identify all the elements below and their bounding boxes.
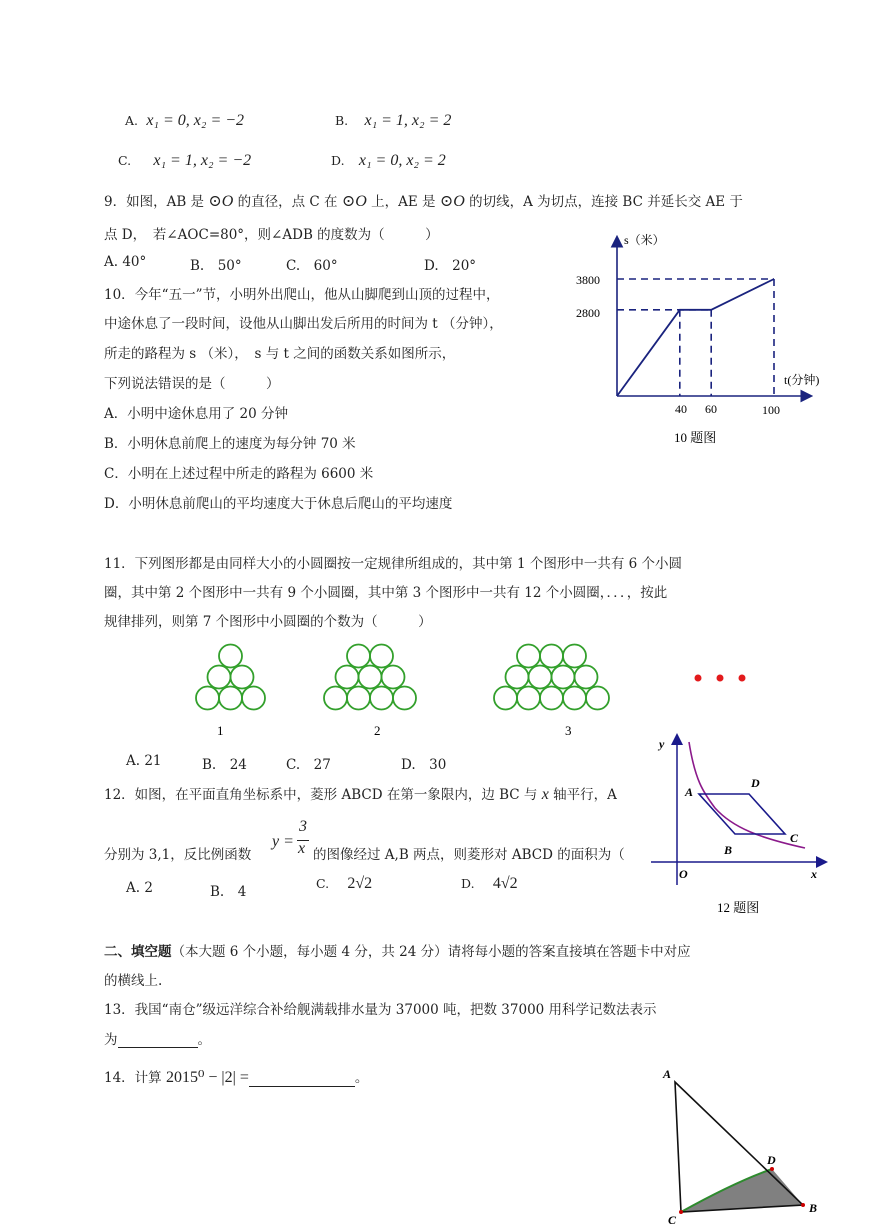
q12-line1: [104, 783, 617, 804]
option-letter: D.: [461, 876, 475, 891]
y-axis-label: s（米）: [624, 233, 665, 247]
figure-caption: 10 题图: [674, 430, 717, 445]
q11-option-c: C. 27: [286, 757, 331, 773]
option-letter: C.: [316, 876, 330, 891]
q12-text-a: 12．如图，在平面直角坐标系中，菱形 ABCD 在第一象限内，边 BC 与: [104, 787, 538, 803]
q11-line2: 圈，其中第 2 个图形中一共有 9 个小圆圈，其中第 3 个图形中一共有 12 个小圆圈，．．．，按此: [104, 585, 668, 601]
y-tick-label-3800: 3800: [576, 273, 600, 287]
q13-line2: [104, 1028, 211, 1048]
q12-text-b: 轴平行，A: [553, 787, 617, 803]
q9-text-d: 的切线，A 为切点，连接 BC 并延长交 AE 于: [469, 194, 743, 210]
point-b-label: B: [724, 843, 733, 857]
x-tick-label-60: 60: [705, 402, 717, 416]
q10-line3: 所走的路程为 s （米）， s 与 t 之间的函数关系如图所示，: [104, 346, 456, 362]
circle-o-symbol: ⊙O: [208, 193, 234, 210]
option-expression: x₁ = 1, x₂ = 2: [364, 112, 452, 129]
pattern-2-circle: [370, 645, 393, 668]
option-expression: 2√2: [347, 875, 373, 892]
function-denominator: x: [298, 840, 306, 857]
q12-line2-b: 的图像经过 A,B 两点，则菱形对 ABCD 的面积为（: [313, 847, 625, 863]
option-expression: x₁ = 0, x₂ = −2: [146, 112, 245, 129]
ellipsis-dot: [717, 675, 724, 682]
pattern-3-circle: [540, 645, 563, 668]
y-axis-label: y: [659, 737, 665, 751]
q12-option-a: A. 2: [126, 880, 153, 896]
point-d-dot: [770, 1167, 774, 1171]
q12-option-d: [461, 875, 518, 893]
q10-option-b: B．小明休息前爬上的速度为每分钟 70 米: [104, 436, 356, 452]
option-expression: x₁ = 1, x₂ = −2: [153, 152, 252, 169]
q14-suffix: 。: [354, 1070, 369, 1086]
function-lhs: y =: [272, 833, 294, 850]
pattern-2-circle: [324, 687, 347, 710]
pattern-3-circle: [575, 666, 598, 689]
q10-option-c: C．小明在上述过程中所走的路程为 6600 米: [104, 466, 374, 482]
ellipsis-dot: [739, 675, 746, 682]
section-description: （本大题 6 个小题，每小题 4 分，共 24 分）请将每小题的答案直接填在答题卡中对应: [171, 944, 691, 960]
x-tick-label-40: 40: [675, 402, 687, 416]
figure-label-1: 1: [217, 723, 224, 738]
q14-triangle-figure: [655, 1062, 830, 1228]
q9-text-b: 的直径，点 C 在: [237, 194, 338, 210]
circle-o-symbol: ⊙O: [341, 193, 367, 210]
series-line: [617, 279, 774, 396]
q13-prefix: 为: [104, 1032, 118, 1048]
x-axis-label: t(分钟): [784, 373, 820, 387]
point-b-label: B: [809, 1201, 818, 1215]
section-2-description-line2: 的横线上.: [104, 973, 163, 989]
pattern-1-circle: [196, 687, 219, 710]
q14-line: [104, 1066, 368, 1087]
origin-label: O: [679, 867, 688, 881]
vertex-c-dot: [679, 1210, 683, 1214]
figure-caption: 12 题图: [717, 900, 760, 915]
q14-answer-blank[interactable]: [249, 1072, 355, 1087]
q13-answer-blank[interactable]: [118, 1033, 198, 1048]
x-tick-label-100: 100: [762, 403, 780, 417]
y-tick-label-2800: 2800: [576, 306, 600, 320]
figure-label-3: 3: [565, 723, 572, 738]
q9-option-b: B. 50°: [190, 258, 242, 274]
guide-lines: [617, 279, 774, 396]
x-axis-label: x: [811, 867, 817, 881]
q9-line2: 点 D， 若∠AOC=80°，则∠ADB 的度数为（ ）: [104, 227, 439, 243]
option-letter: A.: [125, 113, 139, 128]
pattern-3-circle: [586, 687, 609, 710]
pattern-3-circle: [540, 687, 563, 710]
q9-option-a: A. 40°: [104, 254, 147, 270]
point-c-label: C: [790, 831, 799, 845]
q9-option-d: D. 20°: [424, 258, 477, 274]
q9-line1: [104, 190, 743, 211]
point-c-label: C: [668, 1213, 677, 1227]
pattern-2-circle: [347, 687, 370, 710]
option-letter: D.: [331, 153, 345, 168]
q10-distance-time-graph: [570, 228, 830, 450]
q10-line1: 10．今年“五一”节，小明外出爬山，他从山脚爬到山顶的过程中，: [104, 287, 500, 303]
point-d-label: D: [767, 1153, 776, 1167]
q8-option-a: [125, 112, 244, 130]
inverse-function-curve: [689, 742, 805, 848]
pattern-2-circle: [393, 687, 416, 710]
q12-rhombus-graph: [645, 730, 835, 920]
pattern-3-circle: [563, 645, 586, 668]
q11-option-a: A. 21: [126, 753, 162, 769]
pattern-3-circle: [506, 666, 529, 689]
pattern-1-circle: [208, 666, 231, 689]
option-expression: x₁ = 0, x₂ = 2: [358, 152, 446, 169]
q9-text-a: 9．如图，AB 是: [104, 194, 205, 210]
q11-line3: 规律排列，则第 7 个图形中小圆圈的个数为（ ）: [104, 614, 432, 630]
pattern-3-circle: [563, 687, 586, 710]
pattern-3-circle: [517, 687, 540, 710]
circle-o-symbol: ⊙O: [439, 193, 465, 210]
point-a-label: A: [663, 1067, 672, 1081]
function-numerator: 3: [299, 818, 307, 835]
q10-option-d: D．小明休息前爬山的平均速度大于休息后爬山的平均速度: [104, 496, 453, 512]
q9-option-c: C. 60°: [286, 258, 338, 274]
pattern-1-circle: [242, 687, 265, 710]
q12-line2-a: 分别为 3,1，反比例函数: [104, 847, 252, 863]
point-d-label: D: [751, 776, 760, 790]
pattern-2-circle: [336, 666, 359, 689]
q8-option-d: [331, 152, 446, 170]
q9-text-c: 上，AE 是: [371, 194, 436, 210]
q14-expression: 2015⁰ − |2| =: [165, 1069, 249, 1086]
option-letter: C.: [118, 153, 132, 168]
q12-option-b: B. 4: [210, 884, 247, 900]
section-title: 二、填空题: [104, 944, 172, 960]
pattern-3-circle: [494, 687, 517, 710]
pattern-1-circle: [219, 645, 242, 668]
vertex-b-dot: [801, 1203, 805, 1207]
pattern-3-circle: [552, 666, 575, 689]
option-expression: 4√2: [492, 875, 518, 892]
q8-option-b: [335, 112, 451, 130]
q13-suffix: 。: [197, 1032, 211, 1048]
pattern-3-circle: [517, 645, 540, 668]
option-letter: B.: [335, 113, 349, 128]
q10-option-a: A．小明中途休息用了 20 分钟: [104, 406, 289, 422]
pattern-2-circle: [359, 666, 382, 689]
point-a-label: A: [685, 785, 694, 799]
q11-option-b: B. 24: [202, 757, 247, 773]
q11-line1: 11．下列图形都是由同样大小的小圆圈按一定规律所组成的，其中第 1 个图形中一共有 6 个小圆: [104, 556, 683, 572]
pattern-2-circle: [382, 666, 405, 689]
q11-option-d: D. 30: [401, 757, 447, 773]
q13-line1: 13．我国“南仓”级远洋综合补给舰满载排水量为 37000 吨，把数 37000 用科学记数法表示: [104, 1002, 657, 1018]
pattern-1-circle: [219, 687, 242, 710]
ellipsis-dot: [695, 675, 702, 682]
pattern-1-circle: [231, 666, 254, 689]
pattern-3-circle: [529, 666, 552, 689]
figure-label-2: 2: [374, 723, 381, 738]
q10-line4: 下列说法错误的是（ ）: [104, 376, 280, 392]
x-variable: x: [541, 786, 549, 803]
q14-prefix: 14．计算: [104, 1070, 162, 1086]
q8-option-c: [118, 152, 251, 170]
section-2-heading: [104, 940, 691, 960]
pattern-2-circle: [370, 687, 393, 710]
q10-line2: 中途休息了一段时间，设他从山脚出发后所用的时间为 t （分钟），: [104, 316, 503, 332]
pattern-2-circle: [347, 645, 370, 668]
q12-option-c: [316, 875, 372, 893]
